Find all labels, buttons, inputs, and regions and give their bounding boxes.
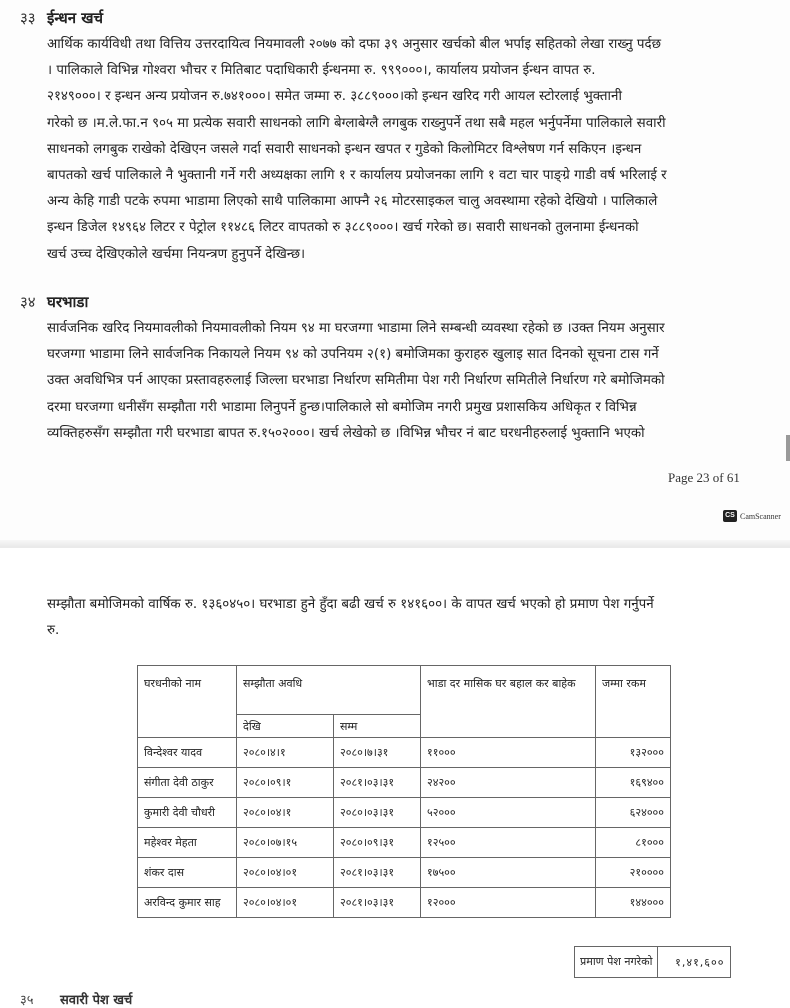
cell-rent: १२००० bbox=[421, 888, 596, 918]
cell-from: २०८०।०४।१ bbox=[237, 798, 334, 828]
table-row bbox=[138, 768, 671, 798]
cell-from: २०८०।४।१ bbox=[237, 738, 334, 768]
unproven-label: प्रमाण पेश नगरेको bbox=[575, 947, 658, 977]
header-to: सम्म bbox=[334, 715, 421, 738]
cell-owner: संगीता देवी ठाकुर bbox=[138, 768, 237, 798]
cell-from: २०८०।०७।१५ bbox=[237, 828, 334, 858]
cell-to: २०८०।०३।३१ bbox=[334, 798, 421, 828]
section-title: ईन्धन खर्च bbox=[47, 9, 104, 27]
rent-table bbox=[137, 665, 671, 918]
table-row bbox=[138, 888, 671, 918]
section-number: ३५ bbox=[20, 993, 34, 1008]
text-line: अन्य केहि गाडी पटके रुपमा भाडामा लिएको साथै पालिकामा आफ्नै २६ मोटरसाइकल चालु अवस्थामा रहेको देखियो । पालिकाले bbox=[47, 194, 658, 210]
cell-owner: शंकर दास bbox=[138, 858, 237, 888]
cell-to: २०८०।७।३१ bbox=[334, 738, 421, 768]
section-number: ३४ bbox=[20, 293, 36, 311]
unproven-total-box bbox=[574, 946, 731, 978]
text-line: सम्झौता बमोजिमको वार्षिक रु. १३६०४५०। घरभाडा हुने हुँदा बढी खर्च रु १४१६००। के वापत खर्च भएको हो प्रमाण पेश गर्नुपर्ने bbox=[47, 597, 654, 612]
text-line: । पालिकाले विभिन्न गोश्वरा भौचर र मितिबाट पदाधिकारी ईन्धनमा रु. ९९९०००।, कार्यालय प्रयोजन ईन्धन वापत रु. bbox=[47, 63, 596, 79]
cell-to: २०८१।०३।३१ bbox=[334, 858, 421, 888]
cell-owner: कुमारी देवी चौधरी bbox=[138, 798, 237, 828]
text-line: आर्थिक कार्यविधी तथा वित्तिय उत्तरदायित्व नियमावली २०७७ को दफा ३९ अनुसार खर्चको बील भर्पाइ सहितको लेखा राख्नु पर्दछ bbox=[47, 37, 662, 52]
unproven-value: १,४१,६०० bbox=[675, 955, 725, 969]
cell-from: २०८०।०९।१ bbox=[237, 768, 334, 798]
scanner-label: CamScanner bbox=[740, 511, 781, 521]
text-line: इन्धन डिजेल १४९६४ लिटर र पेट्रोल ११४८६ लिटर वापतको रु ३८८९०००। खर्च गरेको छ। सवारी साधनको तुलनामा ईन्धनको bbox=[47, 220, 639, 236]
section-paragraph bbox=[47, 316, 747, 447]
cell-total: २१०००० bbox=[596, 858, 671, 888]
rent-intro-paragraph bbox=[47, 592, 747, 644]
header-from: देखि bbox=[237, 715, 334, 738]
camscanner-logo-icon: CS bbox=[723, 510, 737, 522]
table-row bbox=[138, 738, 671, 768]
cell-owner: विन्देश्वर यादव bbox=[138, 738, 237, 768]
text-line: खर्च उच्च देखिएकोले खर्चमा नियन्त्रण हुनुपर्ने देखिन्छ। bbox=[47, 246, 306, 262]
section-title: सवारी पेश खर्च bbox=[60, 993, 133, 1008]
table-header-row bbox=[138, 666, 671, 715]
cell-from: २०८०।०४।०१ bbox=[237, 888, 334, 918]
scanner-watermark bbox=[723, 510, 781, 522]
cell-rent: १७५०० bbox=[421, 858, 596, 888]
cell-owner: अरविन्द कुमार साह bbox=[138, 888, 237, 918]
cell-from: २०८०।०४।०१ bbox=[237, 858, 334, 888]
cell-to: २०८०।०९।३१ bbox=[334, 828, 421, 858]
cell-to: २०८१।०३।३१ bbox=[334, 768, 421, 798]
text-line: घरजग्गा भाडामा लिने सार्वजनिक निकायले नियम ९४ को उपनियम २(१) बमोजिमका कुराहरु खुलाइ सात दिनको सूचना टास गर्ने bbox=[47, 347, 659, 363]
table-row bbox=[138, 828, 671, 858]
cell-total: १६९४०० bbox=[596, 768, 671, 798]
cell-rent: १२५०० bbox=[421, 828, 596, 858]
text-line: व्यक्तिहरुसँग सम्झौता गरी घरभाडा बापत रु.१५०२०००। खर्च लेखेको छ ।विभिन्न भौचर नं बाट घरधनीहरुलाई भुक्तानि भएको bbox=[47, 425, 645, 441]
cell-total: ८१००० bbox=[596, 828, 671, 858]
page-number: Page 23 of 61 bbox=[668, 470, 740, 485]
text-line: रु. bbox=[47, 623, 60, 638]
section-title: घरभाडा bbox=[47, 293, 89, 311]
header-period: सम्झौता अवधि bbox=[237, 666, 421, 715]
text-line: २१४९०००। र इन्धन अन्य प्रयोजन रु.७४१०००। समेत जम्मा रु. ३८८९०००।को इन्धन खरिद गरी आयल स्टोरलाई भुक्तानी bbox=[47, 89, 622, 105]
cell-total: १३२००० bbox=[596, 738, 671, 768]
cell-owner: महेश्वर मेहता bbox=[138, 828, 237, 858]
cell-total: ६२४००० bbox=[596, 798, 671, 828]
table-row bbox=[138, 798, 671, 828]
text-line: सार्वजनिक खरिद नियमावलीको नियमावलीको नियम ९४ मा घरजग्गा भाडामा लिने सम्बन्धी व्यवस्था रहेको छ ।उक्त नियम अनुसार bbox=[47, 321, 665, 336]
text-line: साधनको लगबुक राखेको देखिएन जसले गर्दा सवारी साधनको इन्धन खपत र गुडेको किलोमिटर विश्लेषण गर्न सकिएन ।इन्धन bbox=[47, 141, 642, 157]
text-line: बापतको खर्च पालिकाले नै भुक्तानी गर्ने गरी अध्यक्षका लागि १ र कार्यालय प्रयोजनका लागि १ वटा चार पाङ्ग्रे गाडी वर्ष भरिलाई र bbox=[47, 168, 667, 184]
section-paragraph bbox=[47, 32, 747, 268]
table-row bbox=[138, 858, 671, 888]
text-line: गरेको छ ।म.ले.फा.न ९०५ मा प्रत्येक सवारी साधनको लागि बेग्लाबेग्लै लगबुक राख्नुपर्ने तथा सबै महल भर्नुपर्नेमा पालिकाले सवारी bbox=[47, 115, 666, 131]
text-line: उक्त अवधिभित्र पर्न आएका प्रस्तावहरुलाई जिल्ला घरभाडा निर्धारण समितीमा पेश गरी निर्धारण समितीले निर्धारण गरे बमोजिमको bbox=[47, 373, 665, 389]
cell-to: २०८१।०३।३१ bbox=[334, 888, 421, 918]
header-rent: भाडा दर मासिक घर बहाल कर बाहेक bbox=[421, 666, 596, 738]
text-line: दरमा घरजग्गा धनीसँग सम्झौता गरी भाडामा लिनुपर्ने हुन्छ।पालिकाले सो बमोजिम नगरी प्रमुख प्रशासकिय अधिकृत र विभिन्न bbox=[47, 399, 637, 415]
cell-rent: ५२००० bbox=[421, 798, 596, 828]
section-number: ३३ bbox=[20, 9, 36, 27]
cell-rent: २४२०० bbox=[421, 768, 596, 798]
header-total: जम्मा रकम bbox=[596, 666, 671, 738]
header-owner: घरधनीको नाम bbox=[138, 666, 237, 738]
scrollbar-thumb[interactable] bbox=[786, 435, 790, 461]
cell-rent: ११००० bbox=[421, 738, 596, 768]
cell-total: १४४००० bbox=[596, 888, 671, 918]
